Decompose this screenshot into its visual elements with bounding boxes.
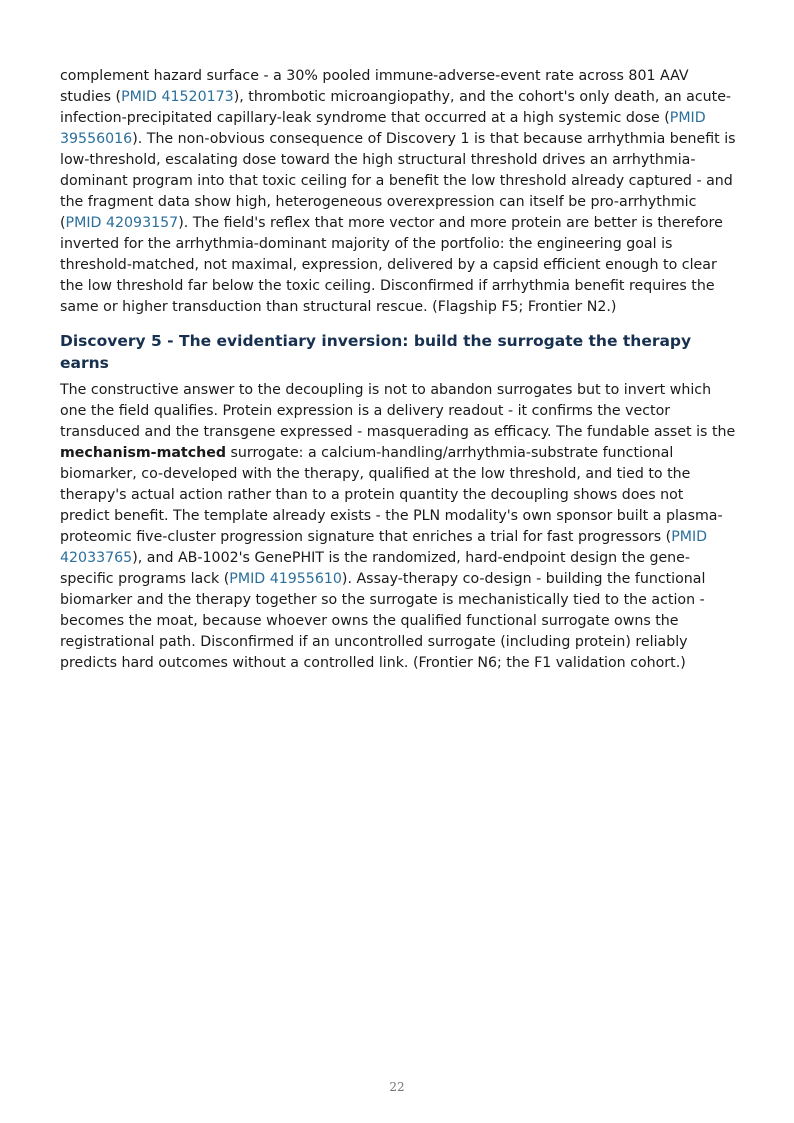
pmid-link[interactable]: PMID 41955610 — [229, 571, 342, 587]
section-heading: Discovery 5 - The evidentiary inversion: build the surrogate the therapy earns — [60, 332, 692, 372]
paragraph-text: ). The field's reflex that more vector and more protein are better is therefore inverted for the arrhythmia-dominant majority of the portfolio: the engineering goal is threshold-matched, not maximal, expression, delivered by a capsid efficient enough to clear the low threshold far below the toxic ceiling. Disconfirmed if arrhythmia benefit requires the same or higher transduction than structural rescue. (Flagship F5; Frontier N2.) — [60, 215, 723, 315]
page-number: 22 — [389, 1080, 405, 1094]
paragraph-text: surrogate: a calcium-handling/arrhythmia-substrate functional biomarker, co-developed with the therapy, qualified at the low threshold, and tied to the therapy's actual action rather than to a protein quantity the decoupling shows does not predict benefit. The template already exists - the PLN modality's own sponsor built a plasma-proteomic five-cluster progression signature that enriches a trial for fast progressors ( — [60, 445, 723, 545]
paragraph-text: complement hazard surface - a 30% pooled immune-adverse-event rate across 801 AAV studies ( — [60, 68, 689, 105]
paragraph-text: ), and AB-1002's GenePHIT is the randomized, hard-endpoint design the gene-specific programs lack ( — [60, 550, 691, 587]
pmid-link[interactable]: PMID 41520173 — [121, 89, 234, 105]
pmid-link[interactable]: PMID 39556016 — [60, 110, 706, 147]
body-paragraph — [60, 380, 736, 674]
paragraph-text: ). The non-obvious consequence of Discovery 1 is that because arrhythmia benefit is low-threshold, escalating dose toward the high structural threshold drives an arrhythmia-dominant program into that toxic ceiling for a benefit the low threshold already captured - and the fragment data show high, heterogeneous overexpression can itself be pro-arrhythmic ( — [60, 131, 736, 231]
paragraph-text: ). Assay-therapy co-design - building the functional biomarker and the therapy together so the surrogate is mechanistically tied to the action - becomes the moat, because whoever owns the qualified functional surrogate owns the registrational path. Disconfirmed if an uncontrolled surrogate (including protein) reliably predicts hard outcomes without a controlled link. (Frontier N6; the F1 validation cohort.) — [60, 571, 706, 671]
body-paragraph — [60, 66, 736, 318]
pmid-link[interactable]: PMID 42093157 — [65, 215, 179, 231]
pmid-link[interactable]: PMID 42033765 — [60, 529, 708, 566]
bold-term: mechanism-matched — [60, 445, 226, 461]
page-body — [60, 66, 736, 674]
paragraph-text: The constructive answer to the decoupling is not to abandon surrogates but to invert which one the field qualifies. Protein expression is a delivery readout - it confirms the vector transduced and the transgene expressed - masquerading as efficacy. The fundable asset is the — [60, 382, 736, 440]
paragraph-text: ), thrombotic microangiopathy, and the cohort's only death, an acute-infection-precipitated capillary-leak syndrome that occurred at a high systemic dose ( — [60, 89, 732, 126]
